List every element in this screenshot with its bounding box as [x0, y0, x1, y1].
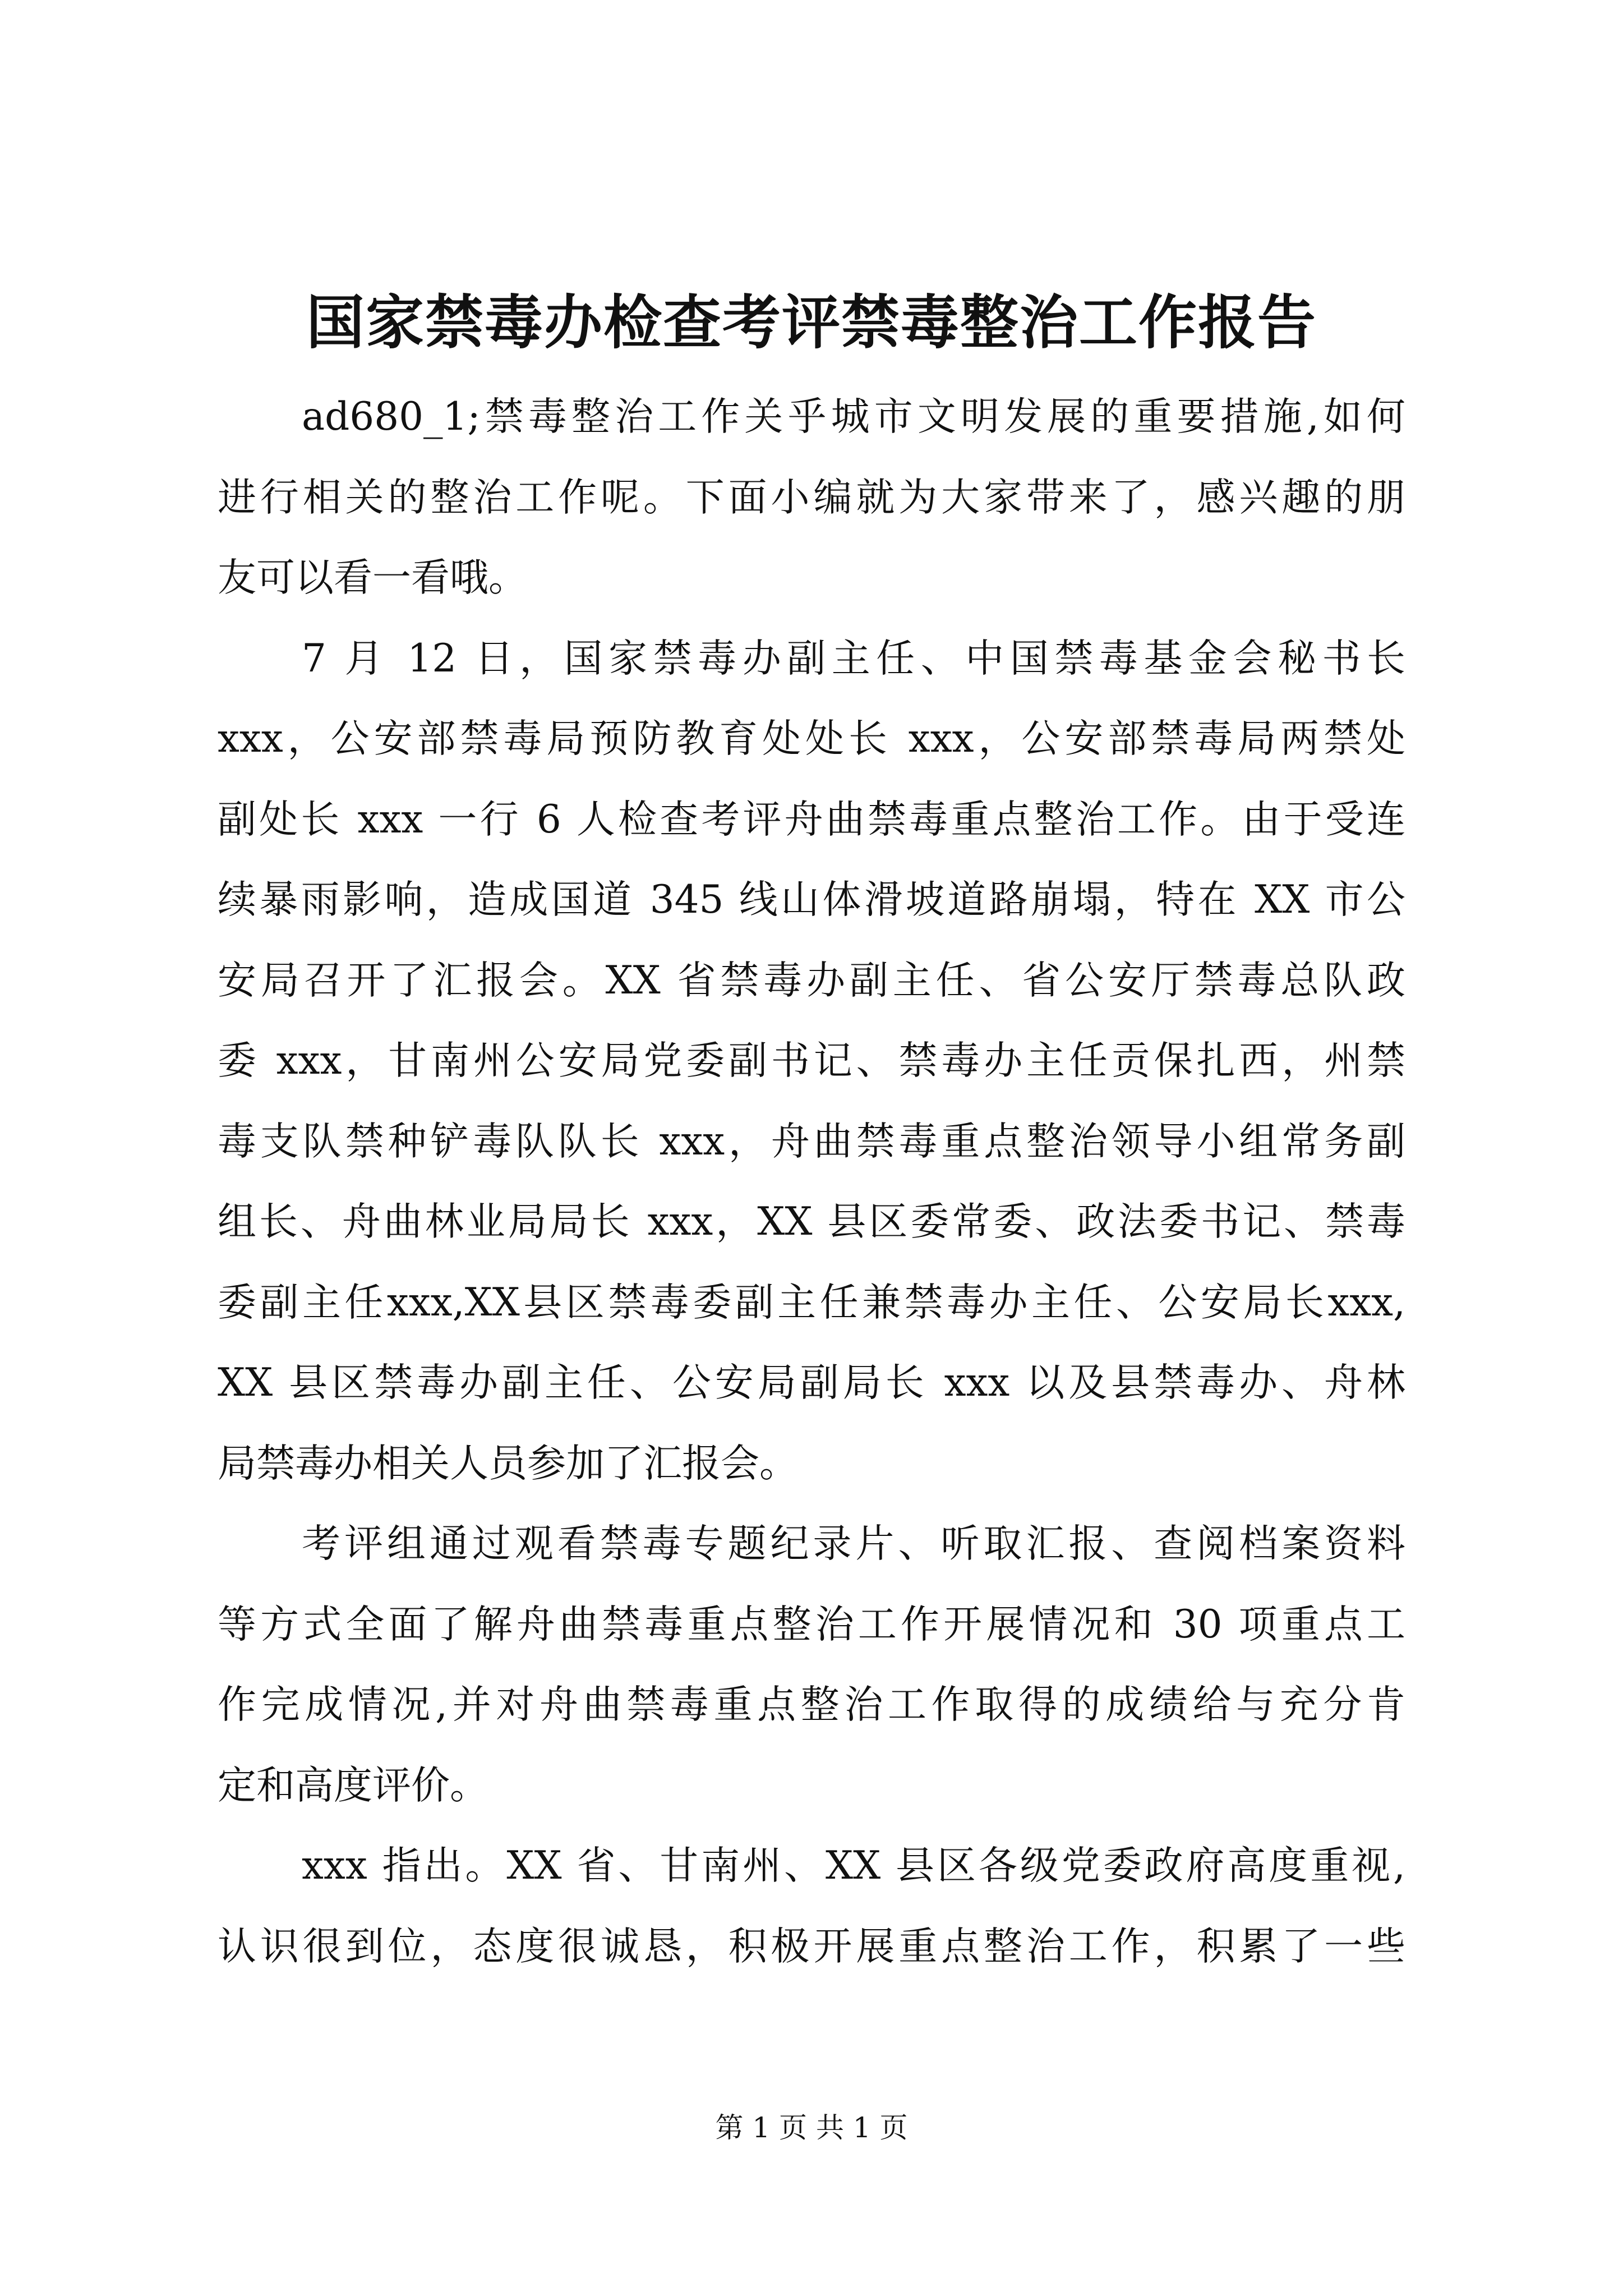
- paragraph-2: [218, 619, 1405, 1504]
- paragraph-line: xxx，公安部禁毒局预防教育处处长 xxx，公安部禁毒局两禁处: [218, 716, 1405, 761]
- paragraph-3: [218, 1504, 1405, 1826]
- paragraph-line: 进行相关的整治工作呢。下面小编就为大家带来了，感兴趣的朋: [218, 475, 1405, 520]
- paragraph-line: 等方式全面了解舟曲禁毒重点整治工作开展情况和 30 项重点工: [218, 1602, 1405, 1647]
- paragraph-line: xxx 指出。XX 省、甘南州、XX 县区各级党委政府高度重视,: [302, 1843, 1405, 1888]
- paragraph-line: 考评组通过观看禁毒专题纪录片、听取汇报、查阅档案资料: [302, 1521, 1405, 1566]
- paragraph-line: 安局召开了汇报会。XX 省禁毒办副主任、省公安厅禁毒总队政: [218, 958, 1405, 1003]
- document-body: [218, 377, 1405, 1987]
- paragraph-line: 委副主任xxx,XX县区禁毒委副主任兼禁毒办主任、公安局长xxx,: [218, 1280, 1405, 1325]
- paragraph-line: 委 xxx，甘南州公安局党委副书记、禁毒办主任贡保扎西，州禁: [218, 1038, 1405, 1083]
- paragraph-line: 作完成情况,并对舟曲禁毒重点整治工作取得的成绩给与充分肯: [218, 1682, 1405, 1727]
- page-footer: 第 1 页 共 1 页: [715, 2111, 908, 2144]
- paragraph-1: [218, 377, 1405, 619]
- paragraph-4: [218, 1826, 1405, 1987]
- paragraph-line: 局禁毒办相关人员参加了汇报会。: [218, 1441, 798, 1486]
- paragraph-line: 认识很到位，态度很诚恳，积极开展重点整治工作，积累了一些: [218, 1924, 1405, 1969]
- paragraph-line: 7 月 12 日，国家禁毒办副主任、中国禁毒基金会秘书长: [302, 636, 1405, 681]
- document-title: 国家禁毒办检查考评禁毒整治工作报告: [306, 288, 1317, 357]
- paragraph-line: 定和高度评价。: [218, 1763, 488, 1808]
- paragraph-line: 续暴雨影响，造成国道 345 线山体滑坡道路崩塌，特在 XX 市公: [218, 877, 1405, 922]
- paragraph-line: 毒支队禁种铲毒队队长 xxx，舟曲禁毒重点整治领导小组常务副: [218, 1119, 1405, 1164]
- paragraph-line: ad680_1;禁毒整治工作关乎城市文明发展的重要措施,如何: [302, 394, 1405, 439]
- paragraph-line: XX 县区禁毒办副主任、公安局副局长 xxx 以及县禁毒办、舟林: [218, 1360, 1405, 1405]
- paragraph-line: 组长、舟曲林业局局长 xxx，XX 县区委常委、政法委书记、禁毒: [218, 1199, 1405, 1244]
- paragraph-line: 友可以看一看哦。: [218, 555, 527, 600]
- paragraph-line: 副处长 xxx 一行 6 人检查考评舟曲禁毒重点整治工作。由于受连: [218, 797, 1405, 842]
